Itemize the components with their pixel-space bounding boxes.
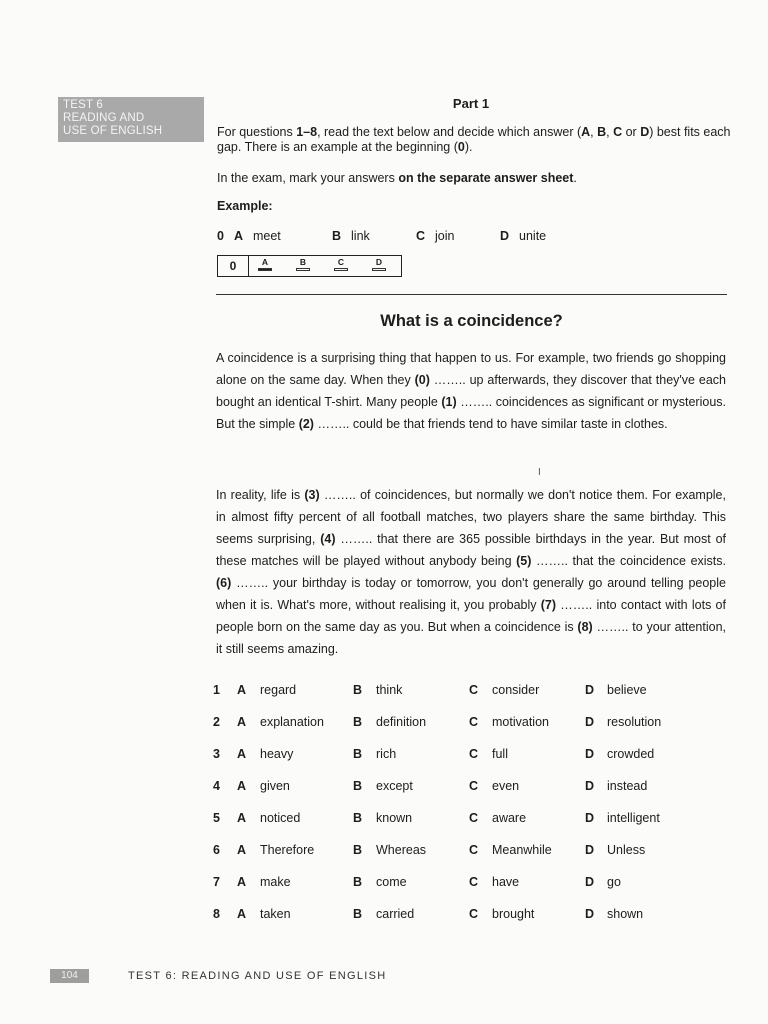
example-label: Example: <box>217 199 273 213</box>
example-answer-box <box>217 255 402 277</box>
instructions: For questions 1–8, read the text below and decide which answer (A, B, C or D) best fits each gap. There is an example at the beginning (0). <box>217 125 731 154</box>
paragraph-1: A coincidence is a surprising thing that happen to us. For example, two friends go shopping alone on the same day. When they (0) …….. up afterwards, they discover that they've each bought an identical T-shirt. Many people (1) …….. coincidences as significant or mysterious. But the simple (2) …….. could be that friends tend to have similar taste in clothes. <box>216 351 726 431</box>
example-option-b: B link <box>332 229 370 243</box>
text-title: What is a coincidence? <box>380 312 563 330</box>
answer-option-a: A <box>256 257 274 271</box>
answer-mark-empty <box>334 268 348 271</box>
answer-mark-empty <box>372 268 386 271</box>
running-title: TEST 6: READING AND USE OF ENGLISH <box>128 970 387 982</box>
part-title: Part 1 <box>452 96 490 111</box>
answer-option-c: C <box>332 257 350 271</box>
answer-option-b: B <box>294 257 312 271</box>
example-option-c: C join <box>416 229 455 243</box>
answer-option-d: D <box>370 257 388 271</box>
section-tab-line: USE OF ENGLISH <box>63 125 163 137</box>
paragraph-2: In reality, life is (3) …….. of coincidences, but normally we don't notice them. For example, in almost fifty percent of all football matches, two players share the same birthday. This seems surprising, (4) …….. that there are 365 possible birthdays in the year. But most of these matches will be played without anybody being (5) …….. that the coincidence exists. (6) …….. your birthday is today or tomorrow, you don't generally go around telling people when it is. What's more, without realising it, you probably (7) …….. into contact with lots of people born on the same day as you. But when a coincidence is (8) …….. to your attention, it still seems amazing. <box>216 488 726 656</box>
section-tab-line: TEST 6 <box>63 99 103 111</box>
section-tab-line: READING AND <box>63 112 145 124</box>
answer-box-number: 0 <box>218 256 249 276</box>
exam-instruction: In the exam, mark your answers on the separate answer sheet. <box>217 171 577 185</box>
page-number: 104 <box>50 969 89 983</box>
divider <box>216 294 727 295</box>
answer-mark-filled <box>258 268 272 271</box>
example-number-option-a: 0 A meet <box>217 229 281 243</box>
stray-mark: I <box>538 467 541 478</box>
example-option-d: D unite <box>500 229 547 243</box>
section-tab <box>58 97 204 142</box>
answer-mark-empty <box>296 268 310 271</box>
